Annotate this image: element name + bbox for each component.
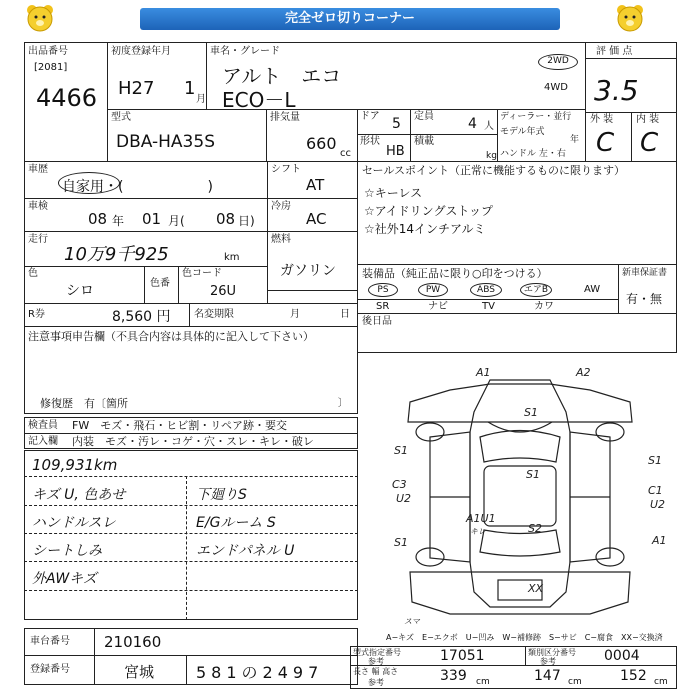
car-damage-diagram: [370, 362, 670, 627]
capacity-unit: 人: [484, 121, 494, 132]
model-label: 型式: [111, 112, 131, 123]
dealer-model-year: モデル年式: [500, 127, 545, 137]
size-width: 147: [534, 668, 561, 684]
model-value: DBA-HA35S: [116, 132, 215, 152]
load-unit: kg: [486, 151, 497, 161]
diag-mark-s2: S2: [528, 522, 542, 535]
note-right-1: 下廻りS: [196, 487, 247, 503]
size-sub: 参考: [368, 678, 384, 687]
mileage-value: 10万9千925: [64, 244, 169, 265]
approval-value: 17051: [440, 648, 485, 664]
approval-label: 型式指定番号: [353, 648, 401, 657]
diagram-legend: A−キズ E−エクボ U−凹み W−補修跡 S−サビ C−腐食 XX−交換済: [386, 633, 663, 642]
mileage-label: 走行: [28, 234, 48, 245]
bear-mascot-right-icon: [614, 2, 646, 34]
car-name: アルト エコ: [222, 64, 342, 88]
car-name-label: 車名・グレード: [210, 46, 280, 57]
category-label: 類別区分番号: [528, 648, 576, 657]
history-label: 車歴: [28, 164, 48, 175]
inspection-label: 車検: [28, 201, 48, 212]
equip-aw: AW: [584, 284, 601, 295]
equip-pw: PW: [418, 283, 448, 297]
ac-label: 冷房: [271, 201, 291, 212]
size-length: 339: [440, 668, 467, 684]
diag-mark-xx: XX: [528, 582, 544, 595]
notes-repair: 修復歴 有〔箇所: [40, 397, 128, 410]
mileage-unit: km: [224, 252, 240, 263]
entry-items: 内装 モズ・汚レ・コゲ・穴・スレ・キレ・破レ: [72, 435, 314, 448]
header-title: 完全ゼロ切りコーナー: [140, 8, 560, 30]
equip-leather: カワ: [534, 301, 554, 312]
diag-mark-c1: C1: [648, 484, 663, 497]
new-warranty-label: 新車保証書: [622, 268, 668, 278]
note-left-1: キズ U, 色あせ: [32, 487, 126, 503]
note-right-2: E/Gルーム S: [196, 515, 276, 531]
diag-mark-a1-top: A1: [476, 366, 491, 379]
score-int: C: [640, 128, 659, 158]
size-unit-1: cm: [476, 677, 490, 687]
color-value: シロ: [66, 283, 94, 299]
shift-value: AT: [306, 176, 325, 194]
dealer-handle: ハンドル 左・右: [500, 149, 566, 159]
diag-mark-s1-left-lower: S1: [394, 536, 408, 549]
displacement-value: 660: [306, 134, 337, 153]
dealer-year-unit: 年: [570, 135, 580, 145]
registration-place: 宮城: [124, 663, 155, 681]
chassis-box: [24, 628, 358, 656]
car-grade: ECO－L: [222, 88, 296, 112]
history-value: 自家用・( ): [62, 179, 213, 195]
dealer-label: ディーラー・並行: [500, 112, 572, 122]
score-label: 評 価 点: [596, 46, 633, 57]
first-reg-era: H27: [118, 78, 155, 99]
entry-label: 記入欄: [28, 436, 58, 447]
diag-mark-a2-top: A2: [576, 366, 591, 379]
recycle-value: 8,560 円: [112, 309, 171, 325]
new-warranty-value: 有・無: [626, 292, 663, 306]
chassis-label: 車台番号: [30, 636, 70, 647]
diag-mark-a1u1: A1U1: [466, 512, 496, 525]
diag-mark-kire: キレ: [470, 527, 486, 536]
shift-label: シフト: [271, 164, 301, 175]
capacity-label: 定員: [414, 111, 434, 122]
displacement-label: 排気量: [270, 112, 300, 123]
score-int-label: 内 装: [636, 114, 660, 125]
diag-mark-s1-right: S1: [648, 454, 662, 467]
inspection-year: 08: [88, 210, 108, 228]
rear-box: [357, 313, 677, 353]
capacity-value: 4: [468, 116, 477, 132]
first-reg-label: 初度登録年月: [111, 46, 171, 57]
equip-tv: TV: [482, 301, 495, 312]
diag-mark-s1-hood: S1: [524, 406, 538, 419]
sales-point-3: ☆社外14インチアルミ: [364, 222, 486, 236]
score-ext-label: 外 装: [590, 114, 614, 125]
notes-label: 注意事項申告欄（不具合内容は具体的に記入して下さい）: [28, 330, 314, 343]
rear-label: 後日品: [362, 316, 392, 327]
lot-sub: [2081]: [34, 62, 68, 73]
name-change-month: 月: [290, 309, 300, 320]
drive-4wd: 4WD: [544, 82, 568, 93]
diag-mark-c3: C3: [392, 478, 407, 491]
drive-2wd: 2WD: [538, 54, 578, 70]
sales-label: セールスポイント（正常に機能するものに限ります）: [362, 164, 626, 177]
equipment-label: 装備品（純正品に限り○印をつける）: [362, 267, 548, 280]
shape-label: 形状: [360, 136, 380, 147]
name-change-day: 日: [340, 309, 350, 320]
category-sub: 参考: [540, 657, 556, 666]
approval-sub: 参考: [368, 657, 384, 666]
diag-mark-u2-left: U2: [396, 492, 412, 505]
size-unit-2: cm: [568, 677, 582, 687]
equip-sr: SR: [376, 301, 390, 312]
diag-mark-suma: スマ: [404, 617, 420, 626]
score-ext: C: [596, 128, 615, 158]
size-label: 長さ 幅 高さ: [353, 667, 399, 676]
doors-label: ドア: [360, 111, 380, 122]
lot-number: 4466: [36, 84, 98, 112]
inspector-label: 検査員: [28, 420, 58, 431]
name-change-label: 名変期限: [194, 309, 234, 320]
inspector-items: FW モズ・飛石・ヒビ割・リペア跡・要交: [72, 419, 287, 432]
category-value: 0004: [604, 648, 640, 664]
equip-airbag: エアB: [520, 283, 552, 297]
equip-abs: ABS: [470, 283, 502, 297]
load-label: 積載: [414, 136, 434, 147]
bear-mascot-left-icon: [24, 2, 56, 34]
shape-value: HB: [386, 144, 405, 159]
color-code-label-2: 色コード: [182, 268, 222, 279]
note-left-4: 外AWキズ: [32, 571, 97, 587]
inspection-month: 01: [142, 210, 162, 228]
recycle-label: R券: [28, 309, 45, 320]
sales-point-2: ☆アイドリングストップ: [364, 204, 493, 218]
chassis-value: 210160: [104, 633, 162, 651]
ac-value: AC: [306, 210, 327, 228]
inspection-day: 08: [216, 210, 236, 228]
score-value: 3.5: [594, 74, 639, 107]
diag-mark-s1-left: S1: [394, 444, 408, 457]
first-reg-month-unit: 月: [196, 94, 206, 105]
size-height: 152: [620, 668, 647, 684]
doors-value: 5: [392, 116, 401, 132]
sales-point-1: ☆キーレス: [364, 186, 423, 200]
fuel-value: ガソリン: [280, 263, 336, 279]
diag-mark-s1-roof: S1: [526, 468, 540, 481]
fuel-label: 燃料: [271, 234, 291, 245]
equip-navi: ナビ: [428, 301, 448, 312]
color-code: 26U: [210, 284, 237, 299]
inspection-month-unit: 月(: [168, 214, 185, 228]
color-code-label: 色番: [150, 278, 170, 289]
lot-label: 出品番号: [28, 46, 68, 57]
note-left-2: ハンドルスレ: [32, 515, 116, 531]
color-label: 色: [28, 268, 38, 279]
displacement-unit: cc: [340, 148, 351, 159]
size-unit-3: cm: [654, 677, 668, 687]
odo-note: 109,931km: [32, 456, 118, 474]
inspection-day-unit: 日): [238, 214, 255, 228]
registration-label: 登録番号: [30, 664, 70, 675]
note-left-3: シートしみ: [32, 543, 102, 559]
inspection-year-unit: 年: [112, 214, 125, 228]
diag-mark-u2-right: U2: [650, 498, 666, 511]
equip-ps: PS: [368, 283, 398, 297]
registration-number: 581の2497: [196, 663, 324, 682]
diag-mark-a1-right: A1: [652, 534, 667, 547]
note-right-3: エンドパネル U: [196, 543, 295, 559]
first-reg-month: 1: [184, 78, 196, 99]
